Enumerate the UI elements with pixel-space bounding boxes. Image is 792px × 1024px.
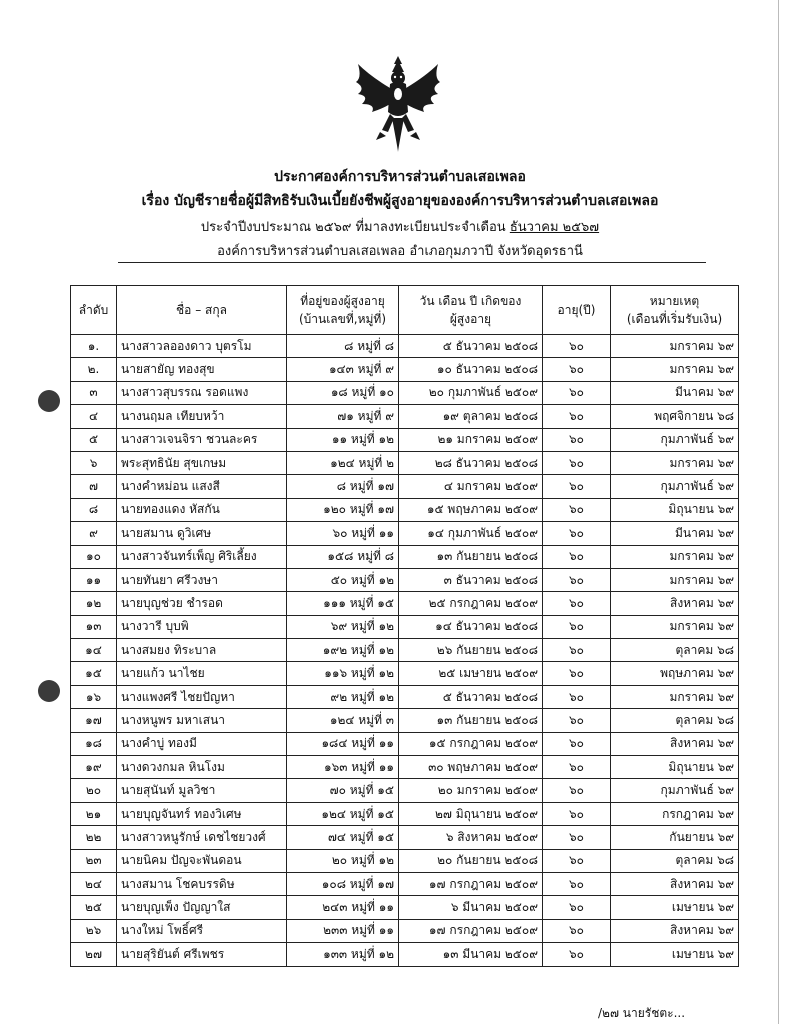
cell-order: ๒๗ <box>71 943 117 966</box>
cell-age: ๖๐ <box>543 522 611 545</box>
cell-remark: กรกฎาคม ๖๙ <box>611 802 739 825</box>
table-row <box>71 685 739 708</box>
table-row <box>71 732 739 755</box>
cell-order: ๑๒ <box>71 592 117 615</box>
cell-birthdate: ๖ สิงหาคม ๒๕๐๙ <box>399 826 543 849</box>
cell-birthdate: ๑๙ ตุลาคม ๒๕๐๘ <box>399 405 543 428</box>
cell-age: ๖๐ <box>543 662 611 685</box>
garuda-emblem-icon <box>352 54 444 154</box>
cell-remark: กันยายน ๖๙ <box>611 826 739 849</box>
cell-remark: กุมภาพันธ์ ๖๙ <box>611 779 739 802</box>
cell-name: นายสุริยันต์ ศรีเพชร <box>117 943 287 966</box>
table-row <box>71 919 739 942</box>
cell-age: ๖๐ <box>543 498 611 521</box>
cell-address: ๑๑๖ หมู่ที่ ๑๒ <box>287 662 399 685</box>
cell-remark: สิงหาคม ๖๙ <box>611 919 739 942</box>
table-row <box>71 568 739 591</box>
cell-remark: มกราคม ๖๙ <box>611 615 739 638</box>
table-row <box>71 381 739 404</box>
cell-age: ๖๐ <box>543 639 611 662</box>
cell-age: ๖๐ <box>543 592 611 615</box>
cell-address: ๒๔๓ หมู่ที่ ๑๑ <box>287 896 399 919</box>
cell-birthdate: ๒๐ กุมภาพันธ์ ๒๕๐๙ <box>399 381 543 404</box>
punch-hole-top <box>38 390 60 412</box>
cell-birthdate: ๑๕ กรกฎาคม ๒๕๐๙ <box>399 732 543 755</box>
cell-address: ๑๒๔ หมู่ที่ ๓ <box>287 709 399 732</box>
cell-order: ๒๖ <box>71 919 117 942</box>
cell-address: ๑๐๘ หมู่ที่ ๑๗ <box>287 872 399 895</box>
cell-birthdate: ๒๕ กรกฎาคม ๒๕๐๙ <box>399 592 543 615</box>
cell-age: ๖๐ <box>543 568 611 591</box>
cell-order: ๑. <box>71 335 117 358</box>
cell-order: ๑๗ <box>71 709 117 732</box>
cell-age: ๖๐ <box>543 709 611 732</box>
col-header-remark: หมายเหตุ (เดือนที่เริ่มรับเงิน) <box>611 286 739 335</box>
cell-remark: มีนาคม ๖๙ <box>611 381 739 404</box>
table-row <box>71 615 739 638</box>
cell-name: นายบุญจันทร์ ทองวิเศษ <box>117 802 287 825</box>
col-header-order: ลำดับ <box>71 286 117 335</box>
cell-birthdate: ๔ มกราคม ๒๕๐๙ <box>399 475 543 498</box>
cell-age: ๖๐ <box>543 919 611 942</box>
cell-address: ๕๐ หมู่ที่ ๑๒ <box>287 568 399 591</box>
cell-age: ๖๐ <box>543 779 611 802</box>
cell-name: นายทองแดง หัสกัน <box>117 498 287 521</box>
cell-address: ๖๐ หมู่ที่ ๑๑ <box>287 522 399 545</box>
cell-address: ๗๔ หมู่ที่ ๑๕ <box>287 826 399 849</box>
cell-birthdate: ๑๐ ธันวาคม ๒๕๐๘ <box>399 358 543 381</box>
cell-birthdate: ๒๖ กันยายน ๒๕๐๘ <box>399 639 543 662</box>
cell-address: ๑๒๐ หมู่ที่ ๑๗ <box>287 498 399 521</box>
cell-age: ๖๐ <box>543 802 611 825</box>
cell-address: ๖๙ หมู่ที่ ๑๒ <box>287 615 399 638</box>
cell-age: ๖๐ <box>543 872 611 895</box>
table-row <box>71 405 739 428</box>
cell-name: นางคำบู่ ทองมี <box>117 732 287 755</box>
cell-order: ๑๘ <box>71 732 117 755</box>
table-row <box>71 592 739 615</box>
table-row <box>71 779 739 802</box>
cell-address: ๑๘๔ หมู่ที่ ๑๑ <box>287 732 399 755</box>
table-row <box>71 639 739 662</box>
cell-remark: สิงหาคม ๖๙ <box>611 872 739 895</box>
cell-name: นางสาวลอองดาว บุตรโม <box>117 335 287 358</box>
cell-name: นางหนูพร มหาเสนา <box>117 709 287 732</box>
cell-age: ๖๐ <box>543 428 611 451</box>
cell-birthdate: ๖ มีนาคม ๒๕๐๙ <box>399 896 543 919</box>
cell-order: ๗ <box>71 475 117 498</box>
cell-order: ๑๕ <box>71 662 117 685</box>
table-row <box>71 498 739 521</box>
cell-birthdate: ๕ ธันวาคม ๒๕๐๘ <box>399 335 543 358</box>
cell-age: ๖๐ <box>543 826 611 849</box>
cell-address: ๗๐ หมู่ที่ ๑๕ <box>287 779 399 802</box>
cell-remark: มีนาคม ๖๙ <box>611 522 739 545</box>
cell-remark: เมษายน ๖๙ <box>611 943 739 966</box>
cell-remark: ตุลาคม ๖๘ <box>611 709 739 732</box>
table-row <box>71 826 739 849</box>
cell-address: ๑๕๘ หมู่ที่ ๘ <box>287 545 399 568</box>
col-header-age: อายุ(ปี) <box>543 286 611 335</box>
cell-birthdate: ๒๗ มิถุนายน ๒๕๐๙ <box>399 802 543 825</box>
table-body <box>71 335 739 967</box>
cell-address: ๑๔๓ หมู่ที่ ๙ <box>287 358 399 381</box>
cell-birthdate: ๒๕ เมษายน ๒๕๐๙ <box>399 662 543 685</box>
cell-name: นายสายัญ ทองสุข <box>117 358 287 381</box>
cell-name: นางแพงศรี ไชยปัญหา <box>117 685 287 708</box>
cell-order: ๘ <box>71 498 117 521</box>
cell-remark: มิถุนายน ๖๙ <box>611 498 739 521</box>
cell-order: ๖ <box>71 451 117 474</box>
cell-remark: ตุลาคม ๖๘ <box>611 849 739 872</box>
cell-order: ๑๔ <box>71 639 117 662</box>
cell-name: นางคำหม่อน แสงสี <box>117 475 287 498</box>
cell-remark: กุมภาพันธ์ ๖๙ <box>611 428 739 451</box>
table-row <box>71 896 739 919</box>
cell-age: ๖๐ <box>543 405 611 428</box>
cell-remark: มิถุนายน ๖๙ <box>611 756 739 779</box>
announcement-subject: เรื่อง บัญชีรายชื่อผู้มีสิทธิรับเงินเบี้ยยังชีพผู้สูงอายุขององค์การบริหารส่วนตำบลเสอเพลอ <box>141 193 659 209</box>
cell-name: นางสาวสุบรรณ รอดแพง <box>117 381 287 404</box>
table-row <box>71 802 739 825</box>
cell-birthdate: ๑๓ กันยายน ๒๕๐๘ <box>399 545 543 568</box>
table-row <box>71 428 739 451</box>
col-header-address: ที่อยู่ของผู้สูงอายุ (บ้านเลขที่,หมู่ที่) <box>287 286 399 335</box>
cell-remark: มกราคม ๖๙ <box>611 358 739 381</box>
continuation-note: /๒๗ นายรัชตะ... <box>598 1006 686 1020</box>
table-row <box>71 475 739 498</box>
cell-name: นายบุญช่วย ชำรอด <box>117 592 287 615</box>
cell-name: พระสุทธินัย สุขเกษม <box>117 451 287 474</box>
cell-order: ๒๕ <box>71 896 117 919</box>
table-row <box>71 545 739 568</box>
cell-order: ๒๓ <box>71 849 117 872</box>
cell-name: นางสาวหนูรักษ์ เดชไชยวงศ์ <box>117 826 287 849</box>
table-row <box>71 522 739 545</box>
table-row <box>71 756 739 779</box>
table-row <box>71 358 739 381</box>
cell-age: ๖๐ <box>543 451 611 474</box>
cell-address: ๒๓๓ หมู่ที่ ๑๑ <box>287 919 399 942</box>
cell-remark: สิงหาคม ๖๙ <box>611 592 739 615</box>
cell-name: นางนฤมล เทียบหว้า <box>117 405 287 428</box>
cell-remark: มกราคม ๖๙ <box>611 451 739 474</box>
cell-order: ๑๑ <box>71 568 117 591</box>
fiscal-line <box>60 216 740 237</box>
cell-address: ๗๑ หมู่ที่ ๙ <box>287 405 399 428</box>
cell-address: ๙๒ หมู่ที่ ๑๒ <box>287 685 399 708</box>
table-row <box>71 872 739 895</box>
col-header-birthdate: วัน เดือน ปี เกิดของ ผู้สูงอายุ <box>399 286 543 335</box>
cell-birthdate: ๑๗ กรกฎาคม ๒๕๐๙ <box>399 919 543 942</box>
table-row <box>71 451 739 474</box>
cell-remark: สิงหาคม ๖๙ <box>611 732 739 755</box>
cell-order: ๑๓ <box>71 615 117 638</box>
beneficiary-table <box>70 285 739 967</box>
cell-age: ๖๐ <box>543 615 611 638</box>
cell-birthdate: ๒๐ มกราคม ๒๕๐๙ <box>399 779 543 802</box>
cell-name: นางใหม่ โพธิ์ศรี <box>117 919 287 942</box>
cell-address: ๑๘ หมู่ที่ ๑๐ <box>287 381 399 404</box>
cell-age: ๖๐ <box>543 335 611 358</box>
cell-remark: มกราคม ๖๙ <box>611 335 739 358</box>
cell-address: ๑๑ หมู่ที่ ๑๒ <box>287 428 399 451</box>
table-row <box>71 943 739 966</box>
table-row <box>71 662 739 685</box>
cell-order: ๒๑ <box>71 802 117 825</box>
table-row <box>71 335 739 358</box>
cell-remark: ตุลาคม ๖๘ <box>611 639 739 662</box>
cell-remark: มกราคม ๖๙ <box>611 545 739 568</box>
cell-birthdate: ๓ ธันวาคม ๒๕๐๘ <box>399 568 543 591</box>
cell-remark: กุมภาพันธ์ ๖๙ <box>611 475 739 498</box>
cell-name: นายสุนันท์ มูลวิชา <box>117 779 287 802</box>
cell-order: ๒๒ <box>71 826 117 849</box>
page-edge <box>778 0 779 1024</box>
cell-address: ๑๒๔ หมู่ที่ ๒ <box>287 451 399 474</box>
cell-address: ๑๑๑ หมู่ที่ ๑๕ <box>287 592 399 615</box>
cell-address: ๑๙๒ หมู่ที่ ๑๒ <box>287 639 399 662</box>
header-underline <box>118 262 706 263</box>
cell-age: ๖๐ <box>543 381 611 404</box>
cell-order: ๔ <box>71 405 117 428</box>
cell-remark: มกราคม ๖๙ <box>611 568 739 591</box>
cell-name: นายสมาน ดูวิเศษ <box>117 522 287 545</box>
cell-address: ๑๓๓ หมู่ที่ ๑๒ <box>287 943 399 966</box>
cell-birthdate: ๒๘ ธันวาคม ๒๕๐๘ <box>399 451 543 474</box>
cell-birthdate: ๓๐ พฤษภาคม ๒๕๐๙ <box>399 756 543 779</box>
cell-address: ๒๐ หมู่ที่ ๑๒ <box>287 849 399 872</box>
cell-name: นายบุญเพ็ง ปัญญาใส <box>117 896 287 919</box>
cell-age: ๖๐ <box>543 756 611 779</box>
punch-hole-bottom <box>38 680 60 702</box>
cell-remark: พฤศจิกายน ๖๘ <box>611 405 739 428</box>
cell-remark: เมษายน ๖๙ <box>611 896 739 919</box>
cell-order: ๙ <box>71 522 117 545</box>
cell-age: ๖๐ <box>543 732 611 755</box>
cell-order: ๒๔ <box>71 872 117 895</box>
announcement-title: ประกาศองค์การบริหารส่วนตำบลเสอเพลอ <box>274 169 526 185</box>
fiscal-prefix: ประจำปีงบประมาณ ๒๕๖๙ ที่มาลงทะเบียนประจำเดือน <box>200 220 510 235</box>
fiscal-month: ธันวาคม ๒๕๖๗ <box>509 220 600 235</box>
cell-age: ๖๐ <box>543 358 611 381</box>
table-header-row <box>71 286 739 335</box>
cell-birthdate: ๑๕ พฤษภาคม ๒๕๐๙ <box>399 498 543 521</box>
cell-birthdate: ๑๓ กันยายน ๒๕๐๘ <box>399 709 543 732</box>
cell-age: ๖๐ <box>543 475 611 498</box>
cell-birthdate: ๒๑ มกราคม ๒๕๐๙ <box>399 428 543 451</box>
cell-order: ๑๙ <box>71 756 117 779</box>
organization-line: องค์การบริหารส่วนตำบลเสอเพลอ อำเภอกุมภวาปี จังหวัดอุดรธานี <box>217 244 583 259</box>
cell-name: นายแก้ว นาไชย <box>117 662 287 685</box>
cell-address: ๘ หมู่ที่ ๑๗ <box>287 475 399 498</box>
cell-name: นางสมาน โชคบรรดิษ <box>117 872 287 895</box>
table-row <box>71 709 739 732</box>
cell-birthdate: ๑๔ กุมภาพันธ์ ๒๕๐๙ <box>399 522 543 545</box>
table-row <box>71 849 739 872</box>
cell-name: นางวารี บุบพิ <box>117 615 287 638</box>
cell-birthdate: ๑๓ มีนาคม ๒๕๐๙ <box>399 943 543 966</box>
cell-name: นายนิคม ปัญจะพันดอน <box>117 849 287 872</box>
cell-order: ๒๐ <box>71 779 117 802</box>
cell-age: ๖๐ <box>543 896 611 919</box>
cell-age: ๖๐ <box>543 943 611 966</box>
col-header-name: ชื่อ – สกุล <box>117 286 287 335</box>
cell-age: ๖๐ <box>543 685 611 708</box>
cell-birthdate: ๕ ธันวาคม ๒๕๐๘ <box>399 685 543 708</box>
cell-age: ๖๐ <box>543 545 611 568</box>
cell-address: ๑๒๔ หมู่ที่ ๑๕ <box>287 802 399 825</box>
cell-order: ๑๐ <box>71 545 117 568</box>
cell-birthdate: ๑๔ ธันวาคม ๒๕๐๘ <box>399 615 543 638</box>
cell-order: ๕ <box>71 428 117 451</box>
cell-name: นางดวงกมล หินโงม <box>117 756 287 779</box>
cell-remark: มกราคม ๖๙ <box>611 685 739 708</box>
cell-name: นางสาวจันทร์เพ็ญ ศิริเลี้ยง <box>117 545 287 568</box>
cell-remark: พฤษภาคม ๖๙ <box>611 662 739 685</box>
cell-birthdate: ๒๐ กันยายน ๒๕๐๘ <box>399 849 543 872</box>
cell-address: ๘ หมู่ที่ ๘ <box>287 335 399 358</box>
cell-order: ๓ <box>71 381 117 404</box>
cell-order: ๒. <box>71 358 117 381</box>
cell-name: นางสาวเจนจิรา ชวนละคร <box>117 428 287 451</box>
cell-order: ๑๖ <box>71 685 117 708</box>
cell-address: ๑๖๓ หมู่ที่ ๑๑ <box>287 756 399 779</box>
cell-birthdate: ๑๗ กรกฎาคม ๒๕๐๙ <box>399 872 543 895</box>
cell-age: ๖๐ <box>543 849 611 872</box>
cell-name: นายทันยา ศรีวงษา <box>117 568 287 591</box>
cell-name: นางสมยง ทิระบาล <box>117 639 287 662</box>
